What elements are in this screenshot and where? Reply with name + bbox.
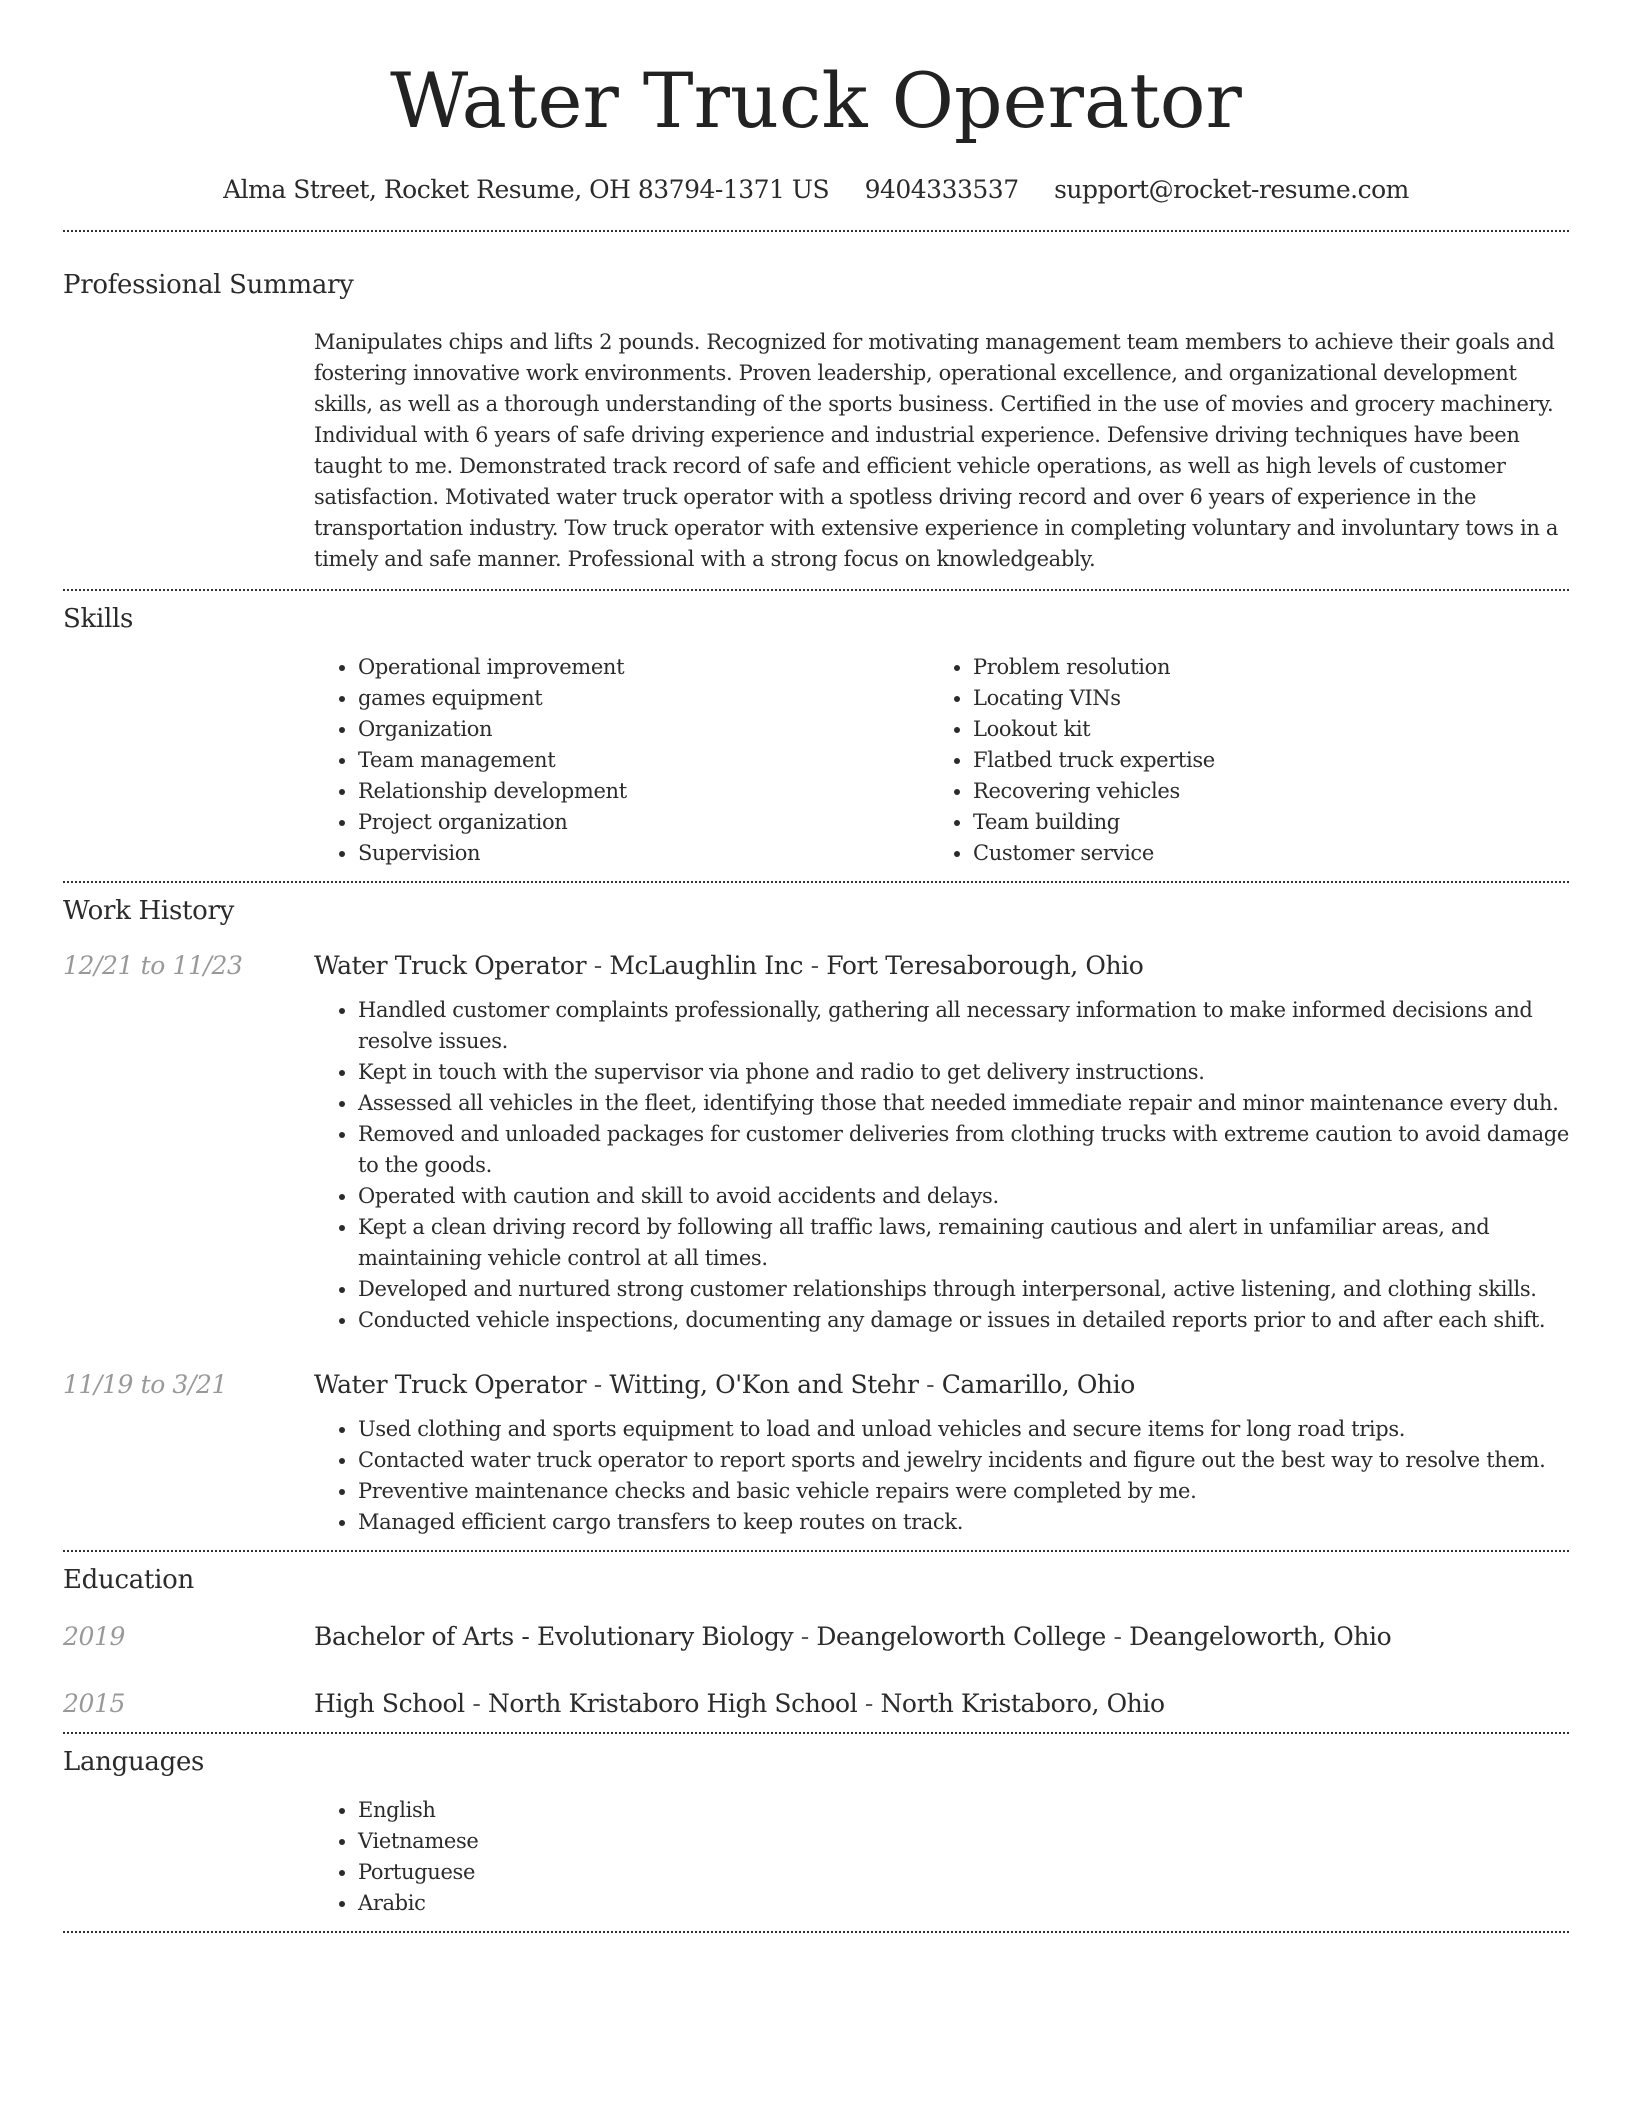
job-dates: 12/21 to 11/23 — [63, 951, 243, 980]
skill-item: • Relationship development — [358, 776, 929, 807]
section-title-education: Education — [63, 1565, 194, 1595]
job-bullet: • Removed and unloaded packages for customer deliveries from clothing trucks with extreme caution to avoid damage to the goods. — [358, 1119, 1569, 1181]
job-entry — [63, 949, 1569, 1336]
skills-list-right — [929, 652, 1544, 869]
skill-item: • Operational improvement — [358, 652, 929, 683]
work-section — [63, 883, 1569, 1550]
skills-list-left — [314, 652, 929, 869]
job-title — [314, 1368, 1135, 1402]
job-bullet: • Used clothing and sports equipment to load and unload vehicles and secure items for long road trips. — [358, 1414, 1569, 1445]
skill-item: • Team building — [973, 807, 1544, 838]
separator: - — [464, 1689, 488, 1718]
skill-item: • Lookout kit — [973, 714, 1544, 745]
education-degree: High School — [314, 1689, 465, 1718]
contact-line — [63, 170, 1569, 210]
language-item: • English — [358, 1795, 1569, 1826]
skill-item: • Supervision — [358, 838, 929, 869]
job-bullets — [314, 1414, 1569, 1538]
languages-list — [314, 1795, 1569, 1919]
education-entry — [63, 1620, 1569, 1654]
skills-section — [63, 591, 1569, 881]
job-dates: 11/19 to 3/21 — [63, 1370, 227, 1399]
summary-text: Manipulates chips and lifts 2 pounds. Recognized for motivating management team members to achieve their goals and fostering innovative work environments. Proven leadership, operational excellence, and organizational development skills, as well as a thorough understanding of the sports business. Certified in the use of movies and grocery machinery. Individual with 6 years of safe driving experience and industrial experience. Defensive driving techniques have been taught to me. Demonstrated track record of safe and efficient vehicle operations, as well as high levels of customer satisfaction. Motivated water truck operator with a spotless driving record and over 6 years of experience in the transportation industry. Tow truck operator with extensive experience in completing voluntary and involuntary tows in a timely and safe manner. Professional with a strong focus on knowledgeably. — [314, 330, 1559, 571]
phone: 9404333537 — [864, 175, 1019, 204]
summary-section — [63, 232, 1569, 589]
education-location: North Kristaboro, Ohio — [880, 1689, 1165, 1718]
candidate-name: Water Truck Operator — [390, 56, 1242, 145]
separator: - — [586, 1370, 610, 1399]
education-year: 2015 — [63, 1689, 126, 1718]
separator: - — [857, 1689, 881, 1718]
job-bullet: • Developed and nurtured strong customer relationships through interpersonal, active listening, and clothing skills. — [358, 1274, 1569, 1305]
job-bullet: • Contacted water truck operator to report sports and jewelry incidents and figure out the best way to resolve them. — [358, 1445, 1569, 1476]
email: support@rocket-resume.com — [1054, 175, 1409, 204]
language-item: • Vietnamese — [358, 1826, 1569, 1857]
job-bullet: • Preventive maintenance checks and basic vehicle repairs were completed by me. — [358, 1476, 1569, 1507]
language-item: • Portuguese — [358, 1857, 1569, 1888]
separator: - — [803, 951, 827, 980]
section-title-summary: Professional Summary — [63, 270, 354, 300]
separator: - — [586, 951, 610, 980]
skill-item: • Customer service — [973, 838, 1544, 869]
education-year: 2019 — [63, 1622, 126, 1651]
education-location: Deangeloworth, Ohio — [1129, 1622, 1392, 1651]
skill-item: • Organization — [358, 714, 929, 745]
job-company: McLaughlin Inc — [609, 951, 804, 980]
skill-item: • Project organization — [358, 807, 929, 838]
skills-column-left — [314, 652, 929, 869]
education-title — [314, 1620, 1391, 1654]
job-bullet: • Kept in touch with the supervisor via phone and radio to get delivery instructions. — [358, 1057, 1569, 1088]
job-bullet: • Kept a clean driving record by following all traffic laws, remaining cautious and alert in unfamiliar areas, and maintaining vehicle control at all times. — [358, 1212, 1569, 1274]
skill-item: • Flatbed truck expertise — [973, 745, 1544, 776]
job-title — [314, 949, 1143, 983]
job-location: Fort Teresaborough, Ohio — [826, 951, 1144, 980]
job-location: Camarillo, Ohio — [941, 1370, 1135, 1399]
skill-item: • Team management — [358, 745, 929, 776]
separator: - — [1105, 1622, 1130, 1651]
separator: - — [918, 1370, 942, 1399]
language-item: • Arabic — [358, 1888, 1569, 1919]
skill-item: • Recovering vehicles — [973, 776, 1544, 807]
job-bullet: • Handled customer complaints professionally, gathering all necessary information to make informed decisions and resolve issues. — [358, 995, 1569, 1057]
section-title-work: Work History — [63, 896, 235, 926]
job-bullet: • Conducted vehicle inspections, documenting any damage or issues in detailed reports prior to and after each shift. — [358, 1305, 1569, 1336]
skill-item: • Problem resolution — [973, 652, 1544, 683]
skills-column-right — [929, 652, 1544, 869]
section-divider — [63, 1931, 1569, 1933]
education-title — [314, 1687, 1165, 1721]
address: Alma Street, Rocket Resume, OH 83794-1371 US — [223, 175, 830, 204]
section-title-languages: Languages — [63, 1747, 205, 1777]
education-school: Deangeloworth College — [816, 1622, 1106, 1651]
job-bullets — [314, 995, 1569, 1336]
job-bullet: • Assessed all vehicles in the fleet, identifying those that needed immediate repair and minor maintenance every duh. — [358, 1088, 1569, 1119]
section-title-skills: Skills — [63, 604, 134, 634]
job-role: Water Truck Operator — [314, 1370, 587, 1399]
education-section — [63, 1552, 1569, 1732]
education-school: North Kristaboro High School — [487, 1689, 858, 1718]
education-entry — [63, 1687, 1569, 1732]
job-entry — [63, 1368, 1569, 1550]
skill-item: • games equipment — [358, 683, 929, 714]
job-company: Witting, O'Kon and Stehr — [609, 1370, 919, 1399]
separator: - — [793, 1622, 817, 1651]
job-bullet: • Operated with caution and skill to avoid accidents and delays. — [358, 1181, 1569, 1212]
education-degree: Bachelor of Arts - Evolutionary Biology — [314, 1622, 794, 1651]
languages-section — [63, 1734, 1569, 1931]
skill-item: • Locating VINs — [973, 683, 1544, 714]
job-role: Water Truck Operator — [314, 951, 587, 980]
job-bullet: • Managed efficient cargo transfers to keep routes on track. — [358, 1507, 1569, 1538]
